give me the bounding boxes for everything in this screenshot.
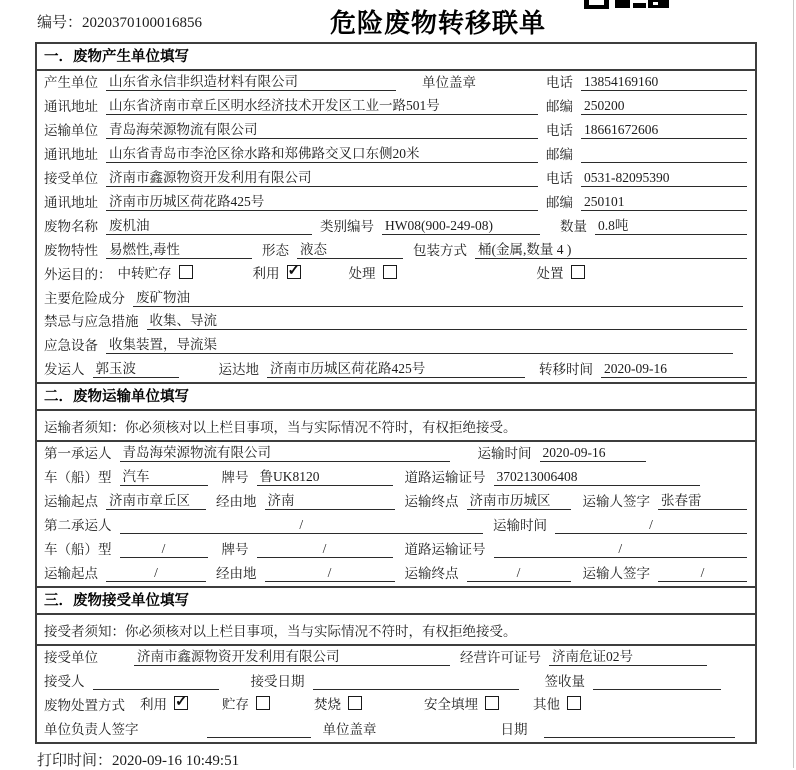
equipment-value: 收集装置，导流渠 [106,333,733,354]
checkbox-icon [485,696,499,710]
taboo-row [37,311,755,335]
transfer-time-label: 转移时间 [539,362,593,378]
transporter-address-row [37,143,755,167]
received-qty-value [593,689,721,690]
carrier1-row [37,442,755,466]
accept-unit-value: 济南市鑫源物资开发利用有限公司 [134,645,450,666]
transporter-row [37,119,755,143]
window-edge-line [793,0,794,768]
checkbox-icon [256,696,270,710]
option-label: 焚烧 [314,696,341,712]
carrier-sign2-value: / [658,565,747,582]
taboo-label: 禁忌与应急措施 [44,314,139,330]
disposal-label: 废物处置方式 [44,697,125,713]
vehicle-type-label: 车（船）型 [44,470,112,486]
section1-header: 一．废物产生单位填写 [37,44,755,71]
receiver-zip-value: 250101 [581,194,747,211]
vehicle-type-label: 车（船）型 [44,542,112,558]
page-title: 危险废物转移联单 [329,8,546,38]
form-value: 液态 [297,238,403,259]
transporter-zip-value [581,162,747,163]
quantity-value: 0.8吨 [595,214,747,235]
producer-label: 产生单位 [44,74,98,90]
purpose-label: 外运目的： [44,266,112,282]
origin1-value: 济南市章丘区 [106,489,206,510]
packing-value: 桶(金属,数量 4 ) [475,238,747,259]
receiver-label: 接受单位 [44,650,98,666]
carrier2-row [37,514,755,538]
transport-time-label: 运输时间 [493,518,547,534]
producer-address-value: 山东省济南市章丘区明水经济技术开发区工业一路501号 [106,94,538,115]
transport-time2-value: / [555,517,747,534]
destination-label: 运达地 [218,362,259,378]
address-label: 通讯地址 [44,194,98,210]
purpose-row [37,263,755,287]
via-label: 经由地 [216,566,257,582]
via-label: 经由地 [216,494,257,510]
address-label: 通讯地址 [44,98,98,114]
date-value [544,737,736,738]
address-label: 通讯地址 [44,146,98,162]
option-label: 其他 [533,696,560,712]
transporter-address-value: 山东省青岛市李沧区徐水路和郑佛路交叉口东侧20米 [106,142,538,163]
terminal1-value: 济南市历城区 [467,489,571,510]
waste-name-value: 废机油 [106,214,312,235]
checkbox-icon [287,265,301,279]
consignor-value: 郭玉波 [93,357,179,378]
waste-name-row [37,215,755,239]
signer-value [207,737,311,738]
producer-right-group [546,71,747,91]
receiver-label: 接受单位 [44,170,98,186]
checkbox-icon [179,265,193,279]
accept-date-label: 接受日期 [250,674,305,690]
permit-value: 济南危证02号 [549,645,707,666]
transfer-time-value: 2020-09-16 [601,361,747,378]
plate-label: 牌号 [221,542,249,558]
disposal-option-utilize [140,693,188,713]
road-permit2-value: / [494,541,748,558]
checkbox-icon [567,696,581,710]
carrier-sign1-value: 张春雷 [658,489,747,510]
signer-label: 单位负责人签字 [44,721,139,737]
origin2-value: / [106,565,206,582]
transport-time-label: 运输时间 [477,446,532,462]
waste-character-row [37,239,755,263]
option-label: 安全填埋 [424,696,478,712]
notice-text: 接受者须知：你必须核对以上栏目事项，当与实际情况不符时，有权拒绝接受。 [44,623,517,639]
permit-label: 经营许可证号 [460,650,541,666]
equipment-row [37,334,755,358]
terminal-label: 运输终点 [404,566,459,582]
taboo-value: 收集、导流 [147,309,748,330]
plate1-value: 鲁UK8120 [257,465,393,486]
waste-name-label: 废物名称 [44,218,98,234]
purpose-option-dispose [537,262,585,282]
receiver-notice [37,615,755,646]
vehicle1-row [37,466,755,490]
character-label: 废物特性 [44,242,98,258]
disposal-row [37,694,755,718]
phone-label: 电话 [546,74,573,90]
producer-address-row [37,95,755,119]
hazard-label: 主要危险成分 [44,290,125,306]
plate2-value: / [257,541,393,558]
vehicle2-row [37,538,755,562]
producer-phone-value: 13854169160 [581,74,747,91]
via1-value: 济南 [265,489,395,510]
signer-row [37,718,755,742]
carrier-sign-label: 运输人签字 [582,494,650,510]
quantity-label: 数量 [560,218,587,234]
disposal-option-storage [222,693,270,713]
terminal2-value: / [467,565,571,582]
form-label: 形态 [262,242,289,258]
transporter-value: 青岛海荣源物流有限公司 [106,118,538,139]
producer-row [37,71,755,95]
route2-row [37,562,755,586]
section2-header: 二．废物运输单位填写 [37,382,755,411]
consignor-label: 发运人 [44,362,85,378]
origin-label: 运输起点 [44,494,98,510]
print-time [37,749,239,770]
category-label: 类别编号 [320,218,374,234]
option-label: 贮存 [222,696,249,712]
checkbox-icon [571,265,585,279]
receiver-value: 济南市鑫源物资开发利用有限公司 [106,166,538,187]
zip-label: 邮编 [546,194,573,210]
zip-label: 邮编 [546,146,573,162]
road-permit-label: 道路运输证号 [404,470,486,486]
notice-text: 运输者须知：你必须核对以上栏目事项，当与实际情况不符时，有权拒绝接受。 [44,419,517,435]
disposal-option-other [533,693,581,713]
option-label: 处理 [348,265,376,281]
carrier-sign-label: 运输人签字 [582,566,650,582]
via2-value: / [265,565,395,582]
transporter-label: 运输单位 [44,122,98,138]
section3-header: 三．废物接受单位填写 [37,586,755,615]
checkbox-icon [383,265,397,279]
seal-label: 单位盖章 [422,74,476,90]
receiver-address-value: 济南市历城区荷花路425号 [106,190,538,211]
manifest-form [35,42,757,744]
carrier2-value: / [120,517,484,534]
doc-serial-value: 2020370100016856 [82,15,203,31]
consignor-row [37,358,755,382]
acceptor-row [37,670,755,694]
terminal-label: 运输终点 [404,494,459,510]
packing-label: 包装方式 [413,242,467,258]
purpose-option-utilize [253,262,301,282]
category-value: HW08(900-249-08) [382,218,540,235]
checkbox-icon [174,696,188,710]
accept-date-value [313,689,519,690]
doc-serial-label: 编号： [37,15,83,31]
disposal-option-incinerate [314,693,362,713]
producer-value: 山东省永信非织造材料有限公司 [106,70,396,91]
receiver-phone-value: 0531-82095390 [581,170,747,187]
hazard-value: 废矿物油 [133,286,743,307]
equipment-label: 应急设备 [44,338,98,354]
vehicle-type1-value: 汽车 [120,465,208,486]
carrier2-label: 第二承运人 [44,518,112,534]
route1-row [37,490,755,514]
option-label: 中转贮存 [117,265,172,281]
accept-unit-row [37,646,755,670]
carrier1-label: 第一承运人 [44,446,112,462]
print-time-label: 打印时间： [37,753,113,769]
road-permit-label: 道路运输证号 [404,542,486,558]
origin-label: 运输起点 [44,566,98,582]
purpose-option-transfer-storage [118,262,193,282]
transporter-notice [37,411,755,442]
received-qty-label: 签收量 [544,674,585,690]
character-value: 易燃性,毒性 [106,238,252,259]
acceptor-label: 接受人 [44,674,85,690]
transporter-phone-value: 18661672606 [581,122,747,139]
checkbox-icon [348,696,362,710]
transport-time1-value: 2020-09-16 [540,445,646,462]
disposal-option-landfill [424,693,499,713]
option-label: 利用 [140,696,167,712]
phone-label: 电话 [546,122,573,138]
plate-label: 牌号 [221,470,249,486]
destination-value: 济南市历城区荷花路425号 [267,357,525,378]
option-label: 处置 [536,265,564,281]
option-label: 利用 [252,265,280,281]
purpose-option-treat [349,262,397,282]
date-label: 日期 [500,721,528,737]
seal-label: 单位盖章 [322,721,377,737]
road-permit1-value: 370213006408 [494,469,700,486]
producer-zip-value: 250200 [581,98,747,115]
print-time-value: 2020-09-16 10:49:51 [112,753,240,769]
hazard-row [37,287,755,311]
receiver-row [37,167,755,191]
acceptor-value [93,689,219,690]
producer-left-group [44,70,546,91]
vehicle-type2-value: / [120,541,208,558]
receiver-address-row [37,191,755,215]
zip-label: 邮编 [546,98,573,114]
phone-label: 电话 [546,170,573,186]
carrier1-value: 青岛海荣源物流有限公司 [120,441,450,462]
